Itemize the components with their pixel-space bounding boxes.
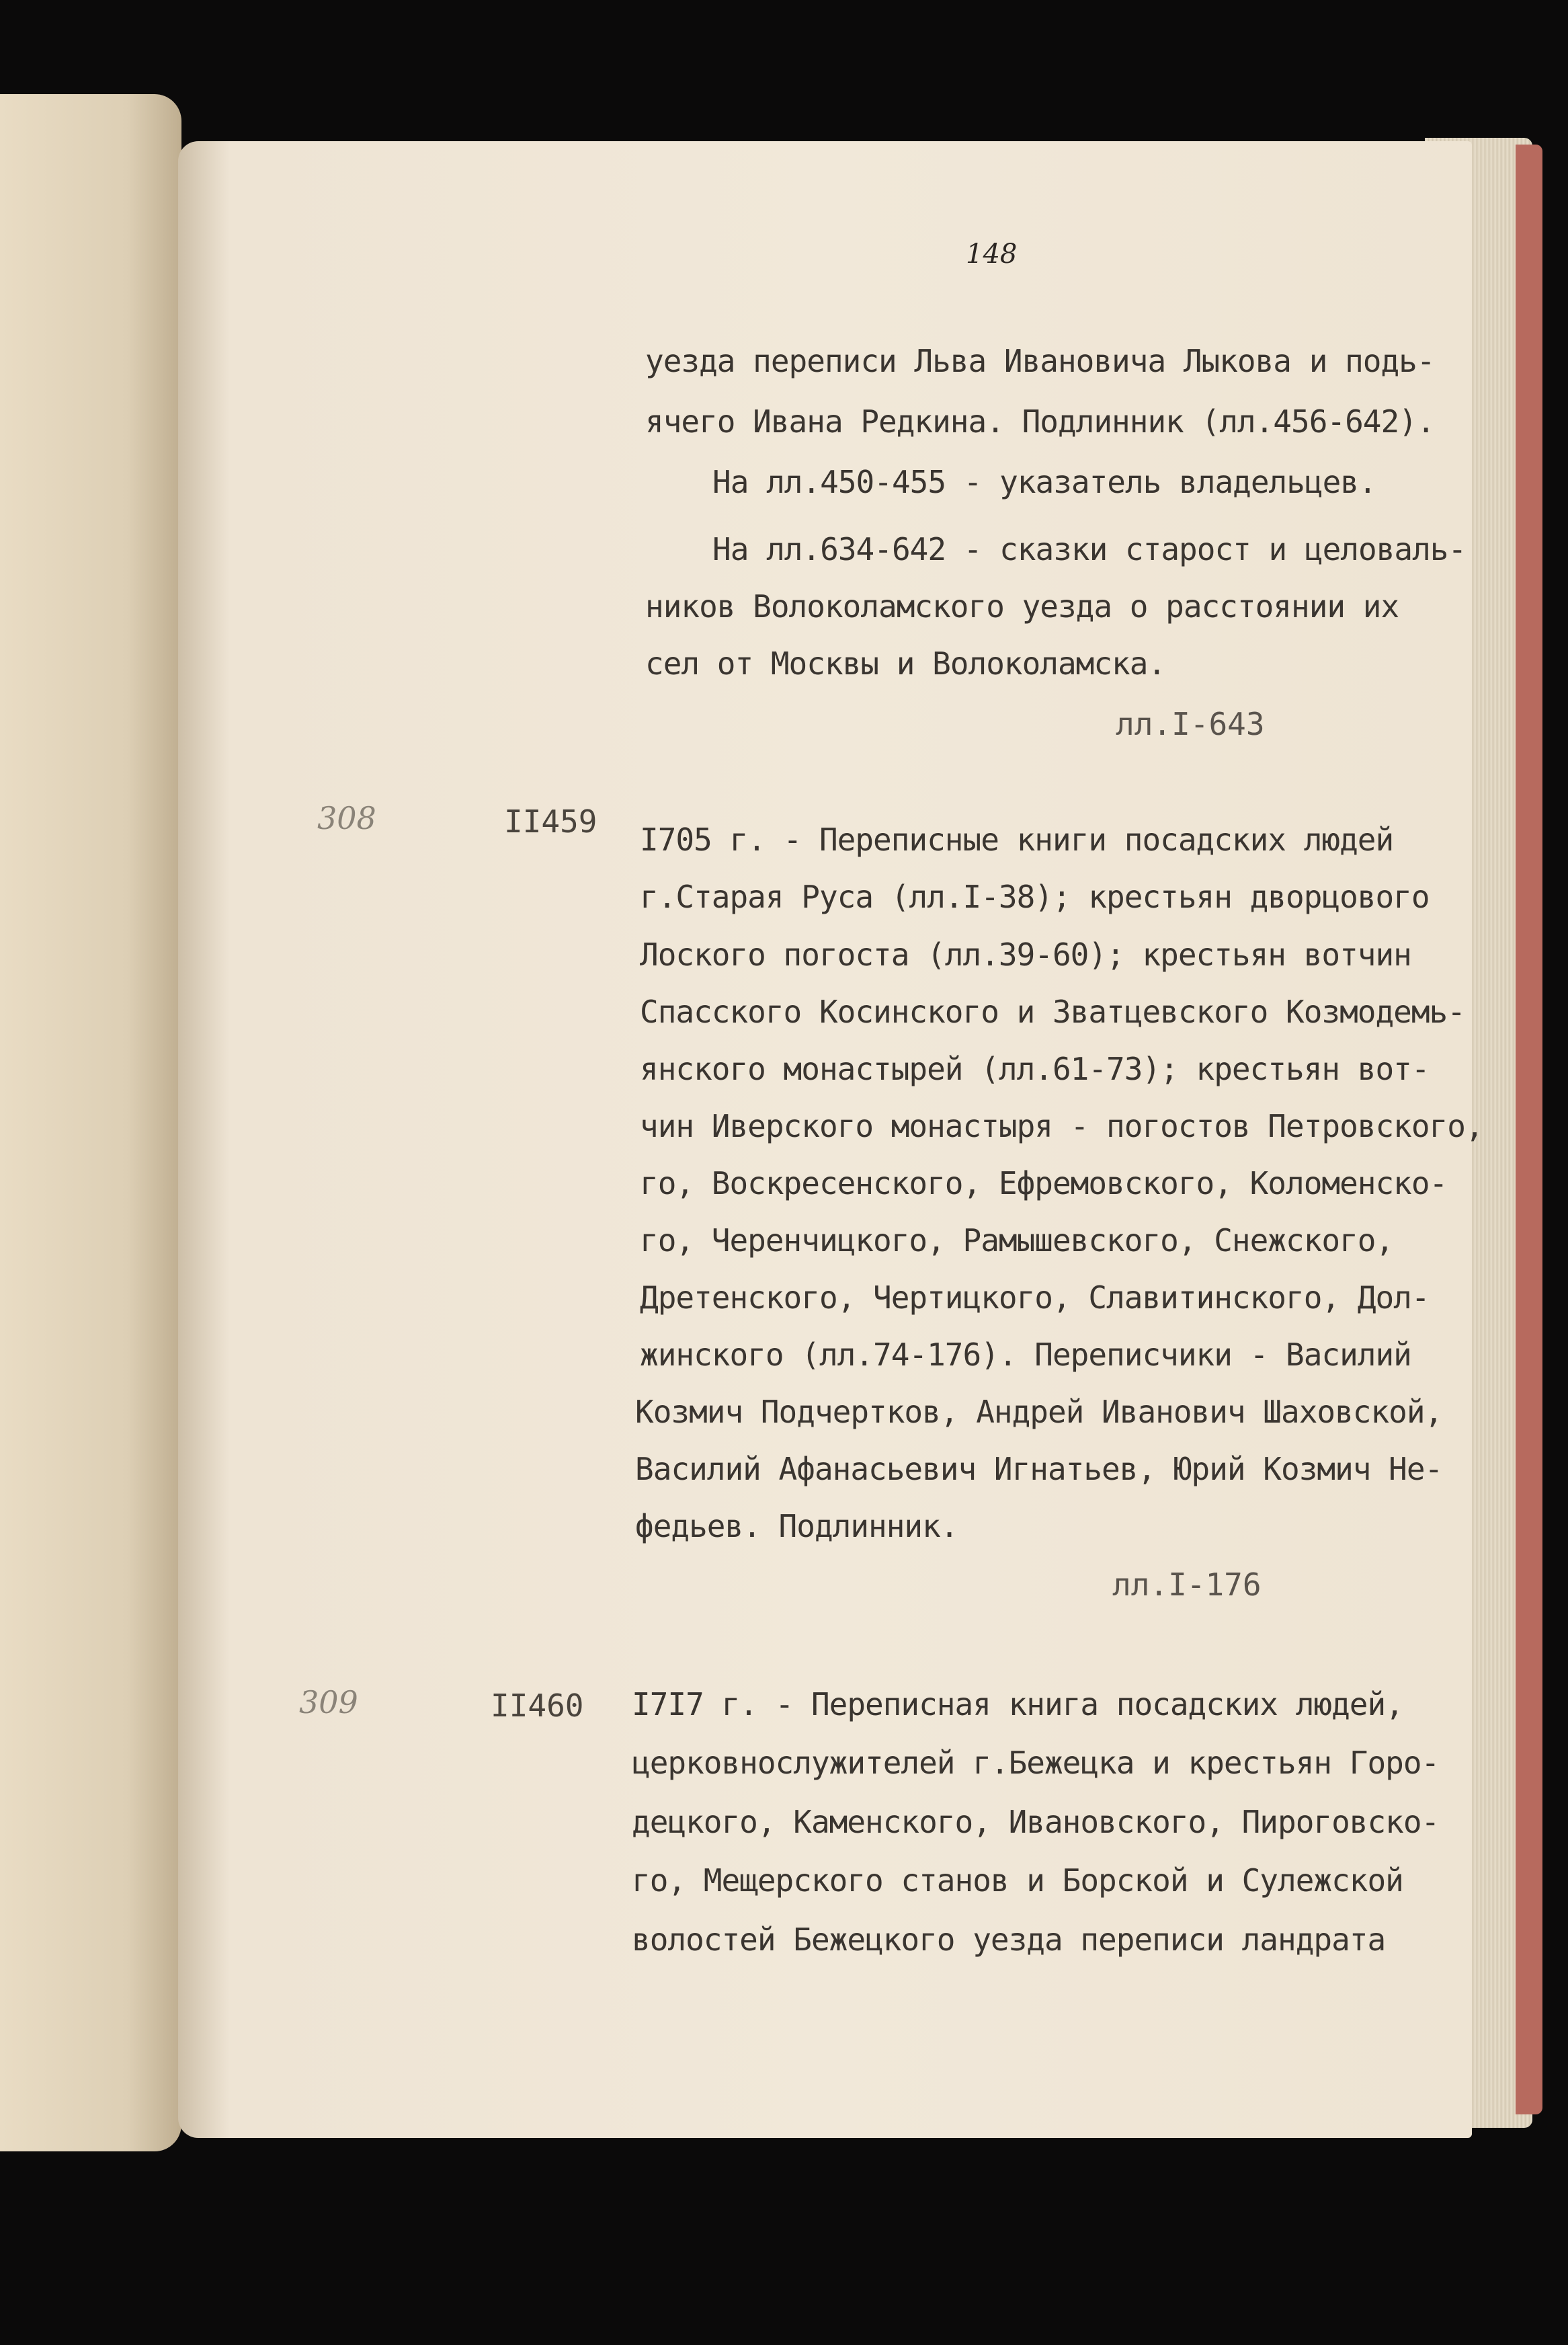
- block1-line-1: уезда переписи Льва Ивановича Лыкова и подь-: [645, 343, 1435, 379]
- entry-308-line-4: Спасского Косинского и Зватцевского Козмодемь-: [640, 994, 1465, 1030]
- entry-308-ref: лл.I-176: [1112, 1566, 1262, 1603]
- entry-309-line-1: I7I7 г. - Переписная книга посадских людей,: [632, 1686, 1403, 1722]
- left-page: [0, 94, 181, 2151]
- entry-308-line-9: Дретенского, Чертицкого, Славитинского, Дол-: [640, 1279, 1430, 1316]
- entry-308-line-6: чин Иверского монастыря - погостов Петровского,: [640, 1108, 1483, 1144]
- block1-line-5: ников Волоколамского уезда о расстоянии их: [645, 588, 1399, 625]
- entry-309-line-5: волостей Бежецкого уезда переписи ландрата: [632, 1921, 1386, 1958]
- entry-308-line-12: Василий Афанасьевич Игнатьев, Юрий Козмич Не-: [635, 1451, 1443, 1487]
- block1-ref: лл.I-643: [1116, 706, 1265, 742]
- block1-line-2: ячего Ивана Редкина. Подлинник (лл.456-642).: [645, 403, 1435, 440]
- entry-308-line-2: г.Старая Руса (лл.I-38); крестьян дворцового: [640, 879, 1430, 915]
- entry-308-line-5: янского монастырей (лл.61-73); крестьян вот-: [640, 1051, 1430, 1087]
- entry-309-line-2: церковнослужителей г.Бежецка и крестьян Горо-: [632, 1745, 1440, 1781]
- entry-308-line-1: I705 г. - Переписные книги посадских людей: [640, 822, 1394, 858]
- entry-308-number: 308: [317, 800, 376, 836]
- entry-309-line-4: го, Мещерского станов и Борской и Сулежской: [632, 1862, 1403, 1899]
- page-number: 148: [966, 239, 1018, 270]
- block1-line-3: На лл.450-455 - указатель владельцев.: [712, 464, 1376, 500]
- entry-308-line-8: го, Черенчицкого, Рамышевского, Снежского,: [640, 1222, 1394, 1259]
- entry-308-line-11: Козмич Подчертков, Андрей Иванович Шаховской,: [635, 1394, 1443, 1430]
- entry-308-line-13: федьев. Подлинник.: [635, 1508, 958, 1544]
- block1-line-4: На лл.634-642 - сказки старост и целоваль-: [712, 531, 1467, 567]
- entry-308-code: II459: [504, 803, 597, 840]
- entry-308-line-7: го, Воскресенского, Ефремовского, Коломенско-: [640, 1165, 1448, 1201]
- entry-309-number: 309: [299, 1684, 358, 1720]
- entry-309-code: II460: [491, 1687, 584, 1724]
- entry-309-line-3: децкого, Каменского, Ивановского, Пироговско-: [632, 1804, 1440, 1840]
- book-edge: [1516, 145, 1542, 2114]
- entry-308-line-3: Лоского погоста (лл.39-60); крестьян вотчин: [640, 937, 1411, 973]
- block1-line-6: сел от Москвы и Волоколамска.: [645, 645, 1166, 682]
- entry-308-line-10: жинского (лл.74-176). Переписчики - Василий: [640, 1337, 1411, 1373]
